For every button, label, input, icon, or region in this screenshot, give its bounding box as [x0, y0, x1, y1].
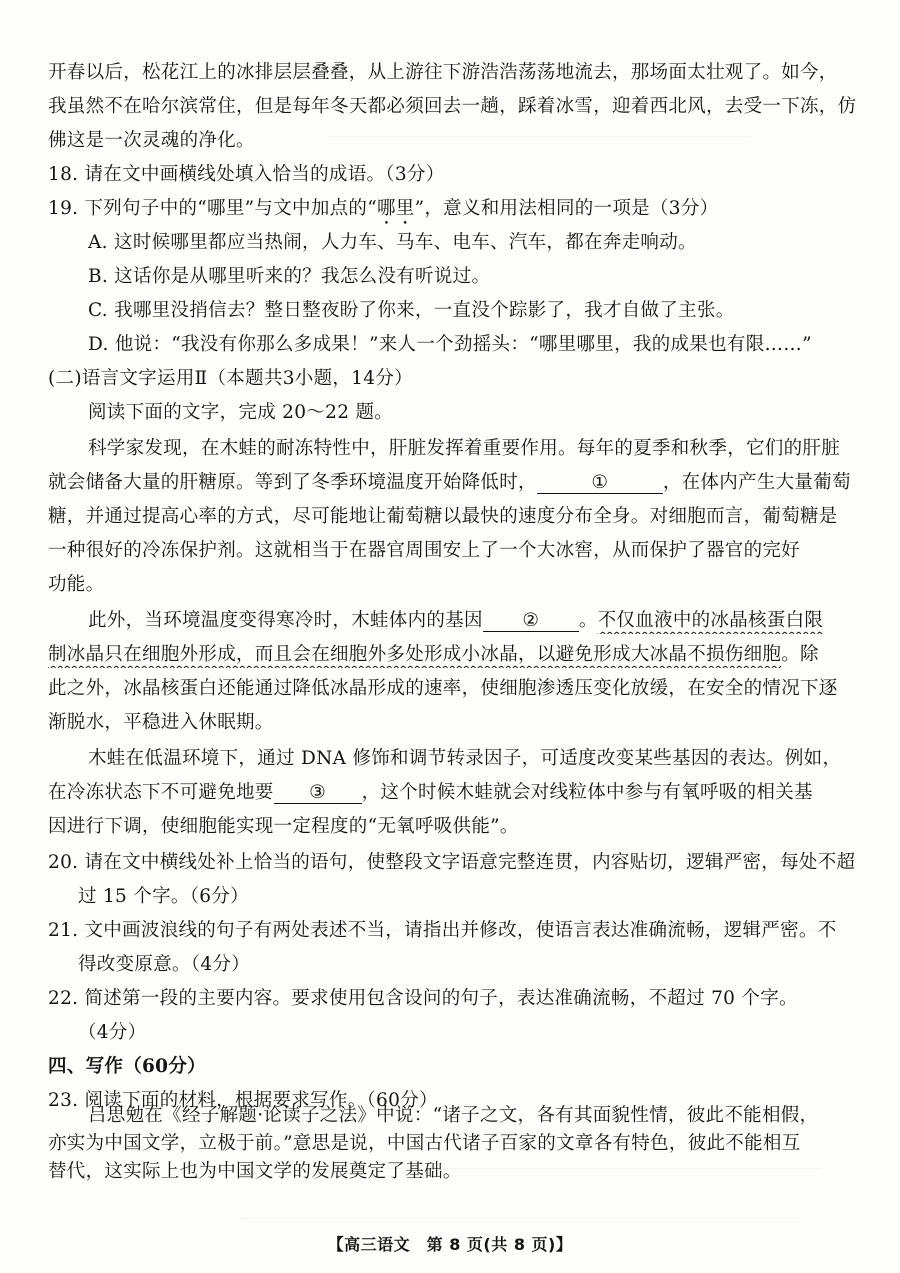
option-a: A. 这时候哪里都应当热闹，人力车、马车、电车、汽车，都在奔走响动。 — [88, 232, 697, 253]
para1-line: 糖，并通过提高心率的方式，尽可能地让葡萄糖以最快的速度分布全身。对细胞而言，葡萄糖是 — [48, 506, 838, 527]
q19-text-after: ”，意义和用法相同的一项是（3分） — [414, 198, 719, 219]
para2-text: 。除 — [781, 644, 819, 665]
para2-line — [48, 642, 860, 668]
para2-text: 。 — [578, 610, 598, 631]
wavy-underlined-sentence: 制冰晶只在细胞外形成，而且会在细胞外多处形成小冰晶，以避免形成大冰晶不损伤细胞 — [48, 644, 782, 665]
material-line: 吕思勉在《经子解题·论读子之法》中说：“诸子之文，各有其面貌性情，彼此不能相假， — [88, 1105, 819, 1126]
fill-blank-1[interactable]: ① — [537, 471, 663, 494]
para1-line: 一种很好的冷冻保护剂。这就相当于在器官周围安上了一个大冰窖，从而保护了器官的完好 — [48, 540, 801, 561]
wavy-underlined-sentence: 不仅血液中的冰晶核蛋白限 — [597, 610, 824, 631]
passage-line: 开春以后，松花江上的冰排层层叠叠，从上游往下游浩浩荡荡地流去，那场面太壮观了。如今， — [48, 62, 838, 83]
q19-dotted-word: 哪里 — [376, 198, 415, 219]
para1-text: ，在体内产生大量葡萄 — [662, 472, 851, 493]
question-22: 22. 简述第一段的主要内容。要求使用包含设问的句子，表达准确流畅，不超过 70 个字。 — [48, 988, 798, 1009]
para1-line — [48, 470, 860, 496]
option-d: D. 他说：“我没有你那么多成果！”来人一个劲摇头：“哪里哪里，我的成果也有限……” — [88, 334, 812, 355]
option-c: C. 我哪里没捎信去？整日整夜盼了你来，一直没个踪影了，我才自做了主张。 — [88, 300, 735, 321]
question-20: 20. 请在文中横线处补上恰当的语句，使整段文字语意完整连贯，内容贴切，逻辑严密，每处不超 — [48, 852, 856, 873]
option-b: B. 这话你是从哪里听来的？我怎么没有听说过。 — [88, 266, 491, 287]
para1-line: 功能。 — [48, 574, 105, 595]
material-line: 替代，这实际上也为中国文学的发展奠定了基础。 — [48, 1161, 462, 1182]
question-20-cont: 过 15 个字。（6分） — [78, 886, 249, 907]
material-line: 亦实为中国文学，立极于前。”意思是说，中国古代诸子百家的文章各有特色，彼此不能相互 — [48, 1133, 801, 1154]
bleed-through-mark — [240, 1200, 800, 1219]
para2-text: 此外，当环境温度变得寒冷时，木蛙体内的基因 — [88, 610, 483, 631]
para3-text: ，这个时候木蛙就会对线粒体中参与有氧呼吸的相关基 — [361, 782, 813, 803]
question-23: 23. 阅读下面的材料，根据要求写作。（60分） — [48, 1090, 438, 1111]
para3-line: 因进行下调，使细胞能实现一定程度的“无氧呼吸供能”。 — [48, 816, 519, 837]
passage-line: 我虽然不在哈尔滨常住，但是每年冬天都必须回去一趟，踩着冰雪，迎着西北风，去受一下冻，仿 — [48, 96, 857, 117]
passage-line: 佛这是一次灵魂的净化。 — [48, 130, 255, 151]
para2-line — [88, 608, 860, 634]
page-footer: 【高三语文 第 8 页(共 8 页)】 — [327, 1235, 573, 1254]
para1-text: 就会储备大量的肝糖原。等到了冬季环境温度开始降低时， — [48, 472, 537, 493]
fill-blank-2[interactable]: ② — [483, 609, 579, 632]
q19-text-before: 19. 下列句子中的“哪里”与文中加点的“ — [48, 198, 377, 219]
question-18: 18. 请在文中画横线处填入恰当的成语。（3分） — [48, 164, 445, 185]
reading-instruction: 阅读下面的文字，完成 20～22 题。 — [88, 402, 394, 423]
question-21: 21. 文中画波浪线的句子有两处表述不当，请指出并修改，使语言表达准确流畅，逻辑严密。不 — [48, 920, 837, 941]
question-22-cont: （4分） — [78, 1022, 147, 1043]
section-heading: (二)语言文字运用Ⅱ（本题共3小题，14分） — [48, 368, 413, 389]
question-19-stem — [48, 196, 860, 229]
para3-line: 木蛙在低温环境下，通过 DNA 修饰和调节转录因子，可适度改变某些基因的表达。例如， — [88, 748, 842, 769]
para2-line: 渐脱水，平稳进入休眠期。 — [48, 712, 274, 733]
question-21-cont: 得改变原意。（4分） — [78, 954, 251, 975]
para2-line: 此之外，冰晶核蛋白还能通过降低冰晶形成的速率，使细胞渗透压变化放缓，在安全的情况下逐 — [48, 678, 838, 699]
fill-blank-3[interactable]: ③ — [274, 781, 362, 804]
section-heading-writing: 四、写作（60分） — [48, 1056, 206, 1077]
para3-text: 在冷冻状态下不可避免地要 — [48, 782, 274, 803]
para3-line — [48, 780, 860, 806]
para1-line: 科学家发现，在木蛙的耐冻特性中，肝脏发挥着重要作用。每年的夏季和秋季，它们的肝脏 — [88, 438, 841, 459]
